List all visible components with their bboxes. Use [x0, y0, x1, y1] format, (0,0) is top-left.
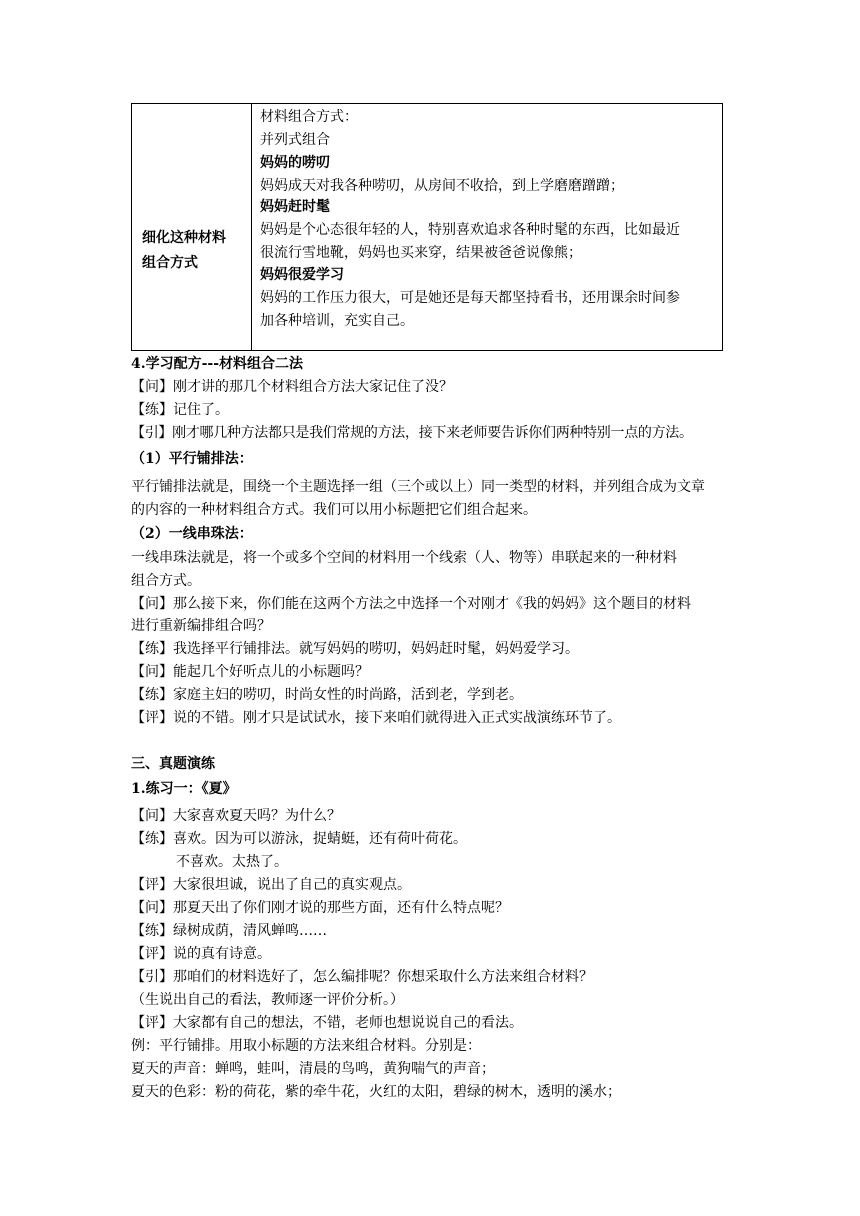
paragraph: 【练】我选择平行铺排法。就写妈妈的唠叨，妈妈赶时髦，妈妈爱学习。 — [131, 641, 579, 657]
table-left-cell — [142, 226, 242, 276]
paragraph: 夏天的色彩：粉的荷花，紫的牵牛花，火红的太阳，碧绿的树木，透明的溪水； — [131, 1084, 621, 1100]
table-line: 加各种培训，充实自己。 — [260, 313, 414, 329]
paragraph: 【练】家庭主妇的唠叨，时尚女性的时尚路，活到老，学到老。 — [131, 687, 523, 703]
table-subheading: 妈妈的唠叨 — [260, 155, 330, 171]
paragraph: 平行铺排法就是，围绕一个主题选择一组（三个或以上）同一类型的材料，并列组合成为文章 — [131, 479, 705, 495]
table-line: 妈妈成天对我各种唠叨，从房间不收拾，到上学磨磨蹭蹭； — [260, 178, 624, 194]
table-line: 妈妈是个心态很年轻的人，特别喜欢追求各种时髦的东西，比如最近 — [260, 222, 680, 238]
paragraph: 不喜欢。太热了。 — [176, 854, 288, 870]
paragraph: 夏天的声音：蝉鸣，蛙叫，清晨的鸟鸣，黄狗喘气的声音； — [131, 1061, 495, 1077]
section-heading: 4.学习配方---材料组合二法 — [131, 356, 304, 372]
section-heading: 三、真题演练 — [131, 756, 215, 772]
table-line: 妈妈的工作压力很大，可是她还是每天都坚持看书，还用课余时间参 — [260, 290, 680, 306]
paragraph: 【问】那夏天出了你们刚才说的那些方面，还有什么特点呢？ — [131, 900, 509, 916]
exercise-heading: 1.练习一：《夏》 — [131, 781, 237, 797]
paragraph: 【引】那咱们的材料选好了，怎么编排呢？你想采取什么方法来组合材料？ — [131, 969, 593, 985]
paragraph: 的内容的一种材料组合方式。我们可以用小标题把它们组合起来。 — [131, 502, 537, 518]
table-line: 材料组合方式： — [260, 109, 358, 125]
table-subheading: 妈妈赶时髦 — [260, 199, 330, 215]
paragraph: 【问】那么接下来，你们能在这两个方法之中选择一个对刚才《我的妈妈》这个题目的材料 — [131, 596, 691, 612]
table-line: 并列式组合 — [260, 132, 330, 148]
paragraph: 一线串珠法就是，将一个或多个空间的材料用一个线索（人、物等）串联起来的一种材料 — [131, 550, 677, 566]
table-subheading: 妈妈很爱学习 — [260, 267, 344, 283]
table-divider — [251, 104, 252, 350]
table-line: 很流行雪地靴，妈妈也买来穿，结果被爸爸说像熊； — [260, 245, 582, 261]
method-heading: （1）平行铺排法： — [131, 451, 253, 467]
paragraph: 【练】记住了。 — [131, 402, 229, 418]
paragraph: 【练】绿树成荫，清风蝉鸣…… — [131, 923, 327, 939]
left-label-line: 组合方式 — [142, 255, 198, 271]
paragraph: 【评】大家很坦诚，说出了自己的真实观点。 — [131, 877, 411, 893]
paragraph: 【问】大家喜欢夏天吗？为什么？ — [131, 808, 341, 824]
paragraph: 组合方式。 — [131, 573, 201, 589]
paragraph: 【评】说的真有诗意。 — [131, 946, 271, 962]
paragraph: 进行重新编排组合吗？ — [131, 618, 271, 634]
paragraph: 【问】能起几个好听点儿的小标题吗？ — [131, 664, 369, 680]
method-heading: （2）一线串珠法： — [131, 526, 253, 542]
paragraph: 例：平行铺排。用取小标题的方法来组合材料。分别是： — [131, 1038, 481, 1054]
left-label-line: 细化这种材料 — [142, 230, 226, 246]
paragraph: 【练】喜欢。因为可以游泳，捉蜻蜓，还有荷叶荷花。 — [131, 831, 467, 847]
paragraph: 【评】大家都有自己的想法，不错，老师也想说说自己的看法。 — [131, 1015, 523, 1031]
paragraph: 【评】说的不错。刚才只是试试水，接下来咱们就得进入正式实战演练环节了。 — [131, 710, 621, 726]
paragraph: 【问】刚才讲的那几个材料组合方法大家记住了没？ — [131, 379, 453, 395]
paragraph: 【引】刚才哪几种方法都只是我们常规的方法，接下来老师要告诉你们两种特别一点的方法。 — [131, 425, 693, 441]
material-table — [131, 103, 723, 351]
paragraph: （生说出自己的看法，教师逐一评价分析。） — [131, 992, 404, 1008]
